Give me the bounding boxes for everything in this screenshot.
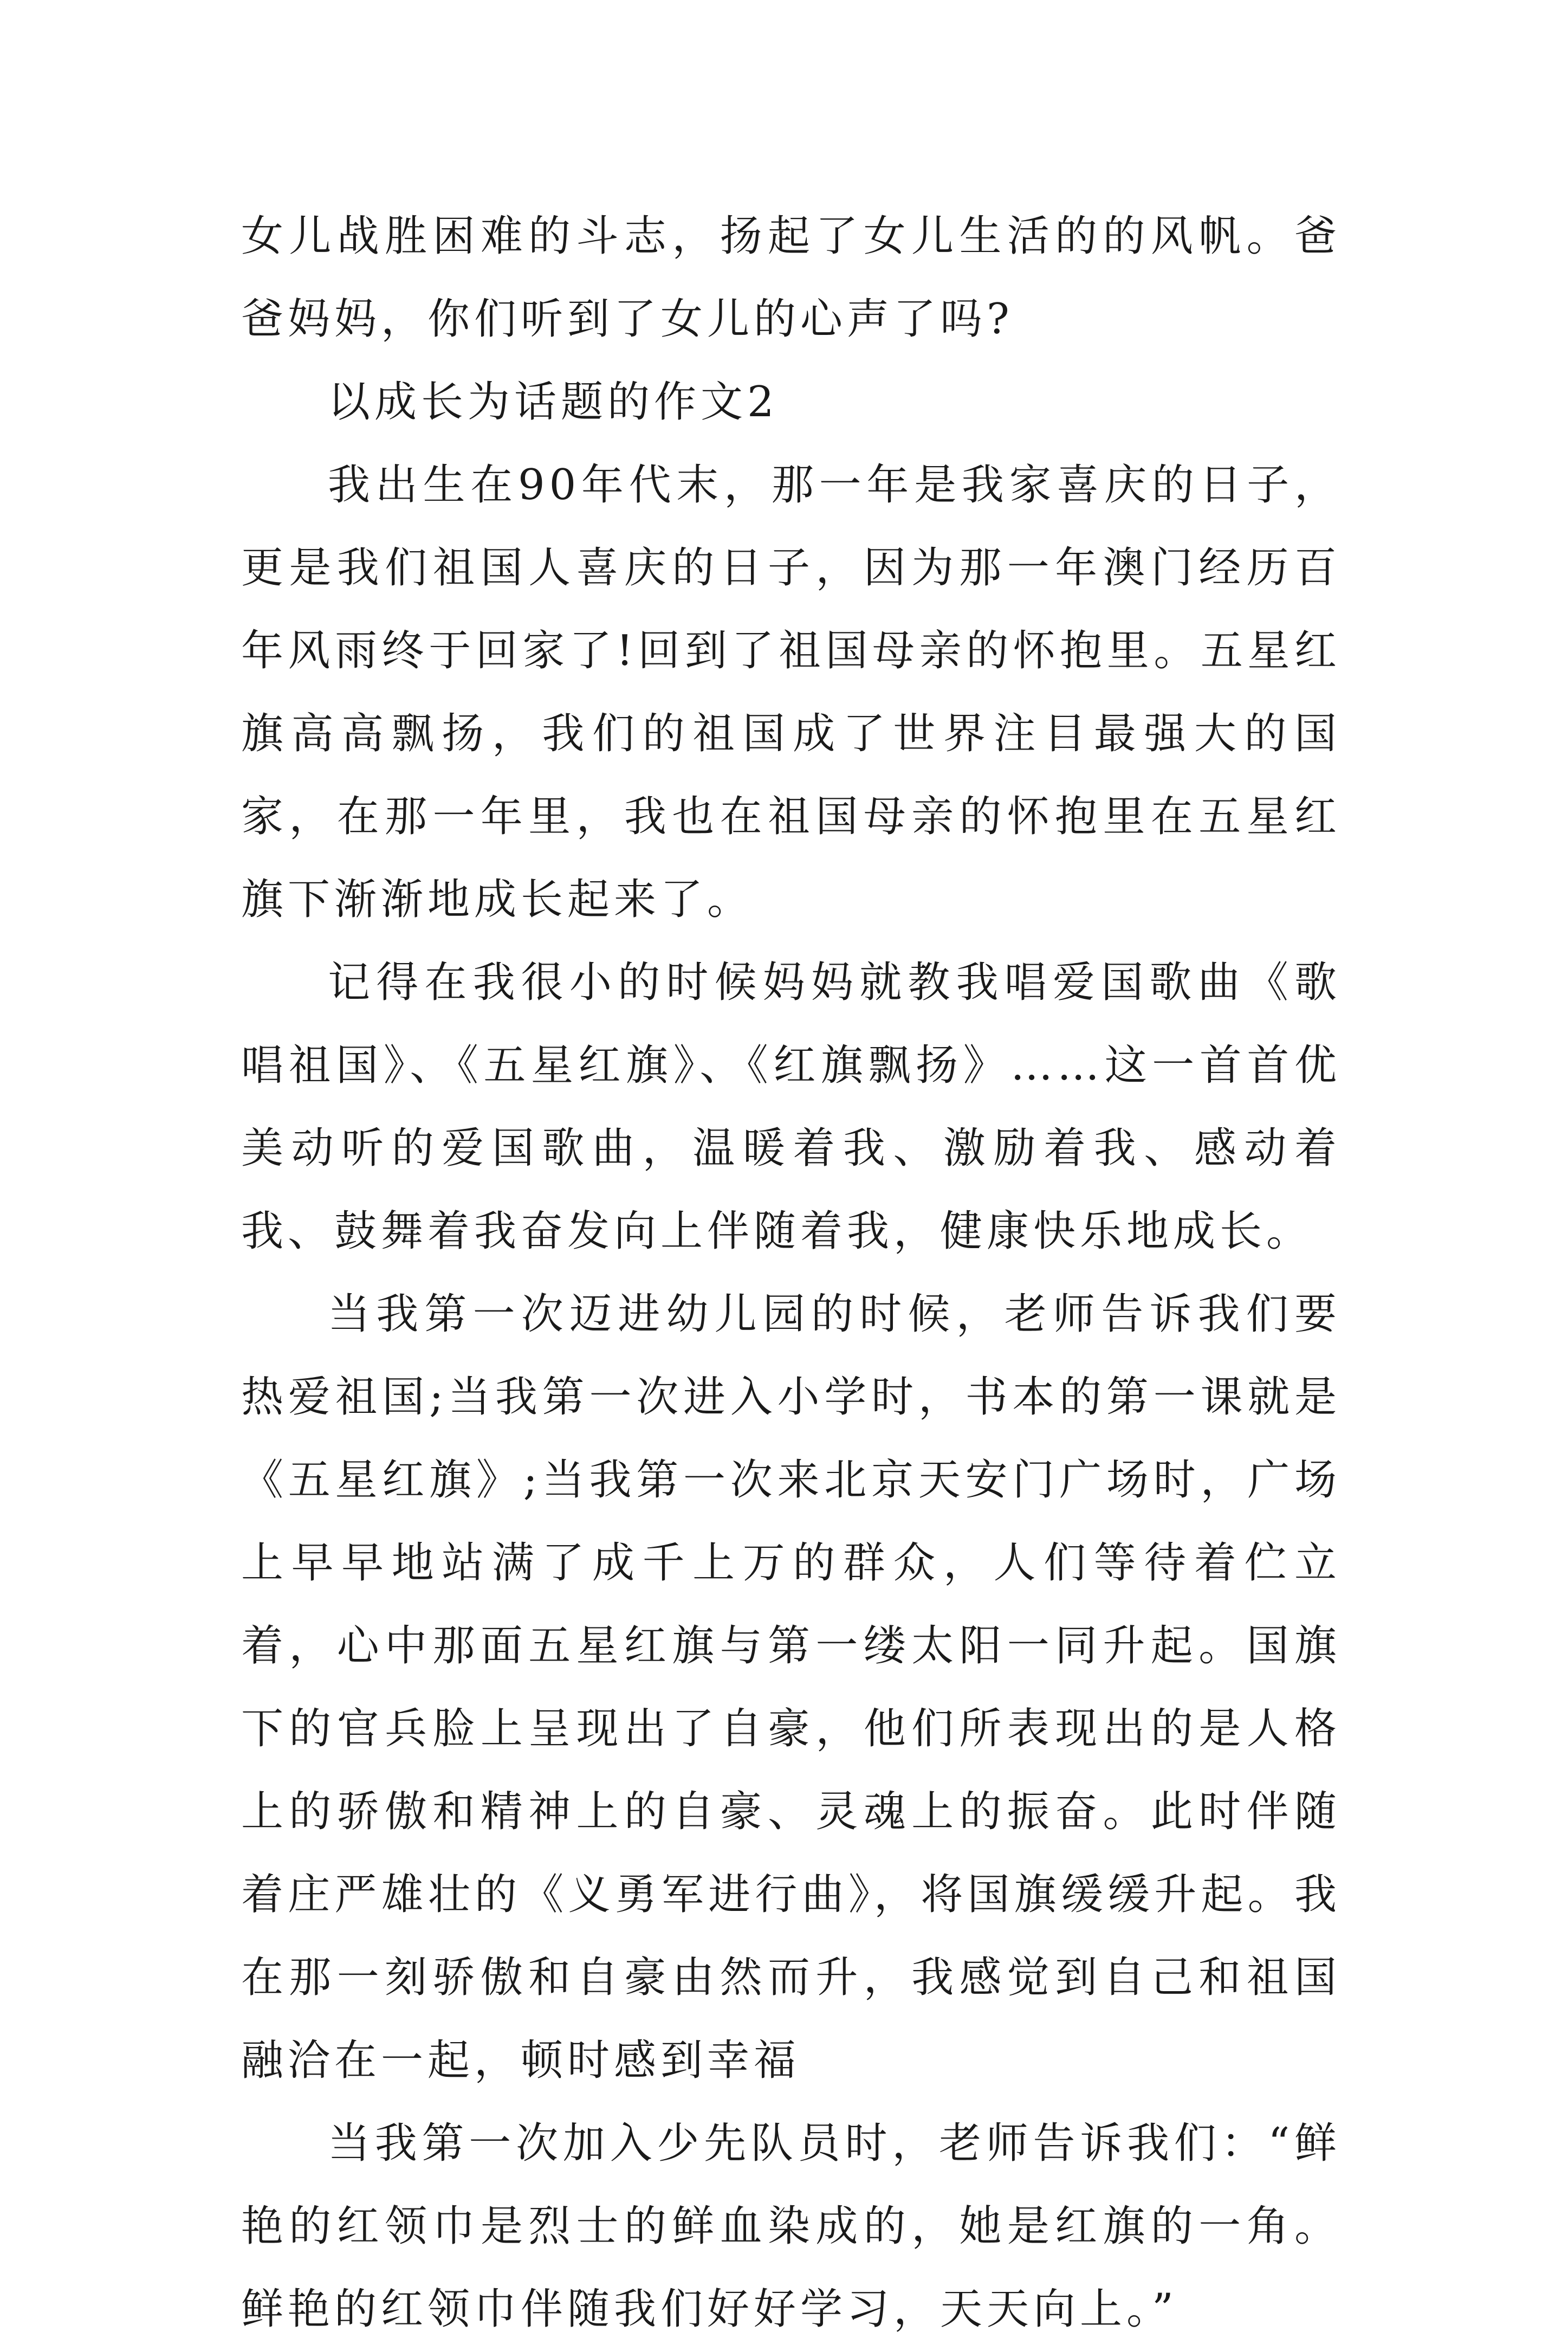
paragraph-2: 我出生在90年代末，那一年是我家喜庆的日子，更是我们祖国人喜庆的日子，因为那一年澳门经历百年风雨终于回家了!回到了祖国母亲的怀抱里。五星红旗高高飘扬，我们的祖国成了世界注目最强大的国家，在那一年里，我也在祖国母亲的怀抱里在五星红旗下渐渐地成长起来了。 — [241, 461, 1341, 924]
section-heading: 以成长为话题的作文2 — [328, 378, 779, 427]
paragraph-1: 女儿战胜困难的斗志，扬起了女儿生活的的风帆。爸爸妈妈，你们听到了女儿的心声了吗? — [241, 212, 1341, 344]
paragraph-3: 记得在我很小的时候妈妈就教我唱爱国歌曲《歌唱祖国》、《五星红旗》、《红旗飘扬》……这一首首优美动听的爱国歌曲，温暖着我、激励着我、感动着我、鼓舞着我奋发向上伴随着我，健康快乐地成长。 — [241, 958, 1341, 1256]
paragraph-4: 当我第一次迈进幼儿园的时候，老师告诉我们要热爱祖国;当我第一次进入小学时，书本的第一课就是《五星红旗》;当我第一次来北京天安门广场时，广场上早早地站满了成千上万的群众，人们等待着伫立着，心中那面五星红旗与第一缕太阳一同升起。国旗下的官兵脸上呈现出了自豪，他们所表现出的是人格上的骄傲和精神上的自豪、灵魂上的振奋。此时伴随着庄严雄壮的《义勇军进行曲》，将国旗缓缓升起。我在那一刻骄傲和自豪由然而升，我感觉到自己和祖国融洽在一起，顿时感到幸福 — [241, 1290, 1341, 2085]
document-body — [241, 195, 1341, 2351]
paragraph-5: 当我第一次加入少先队员时，老师告诉我们：“鲜艳的红领巾是烈士的鲜血染成的，她是红旗的一角。鲜艳的红领巾伴随我们好好学习，天天向上。” — [241, 2119, 1341, 2334]
